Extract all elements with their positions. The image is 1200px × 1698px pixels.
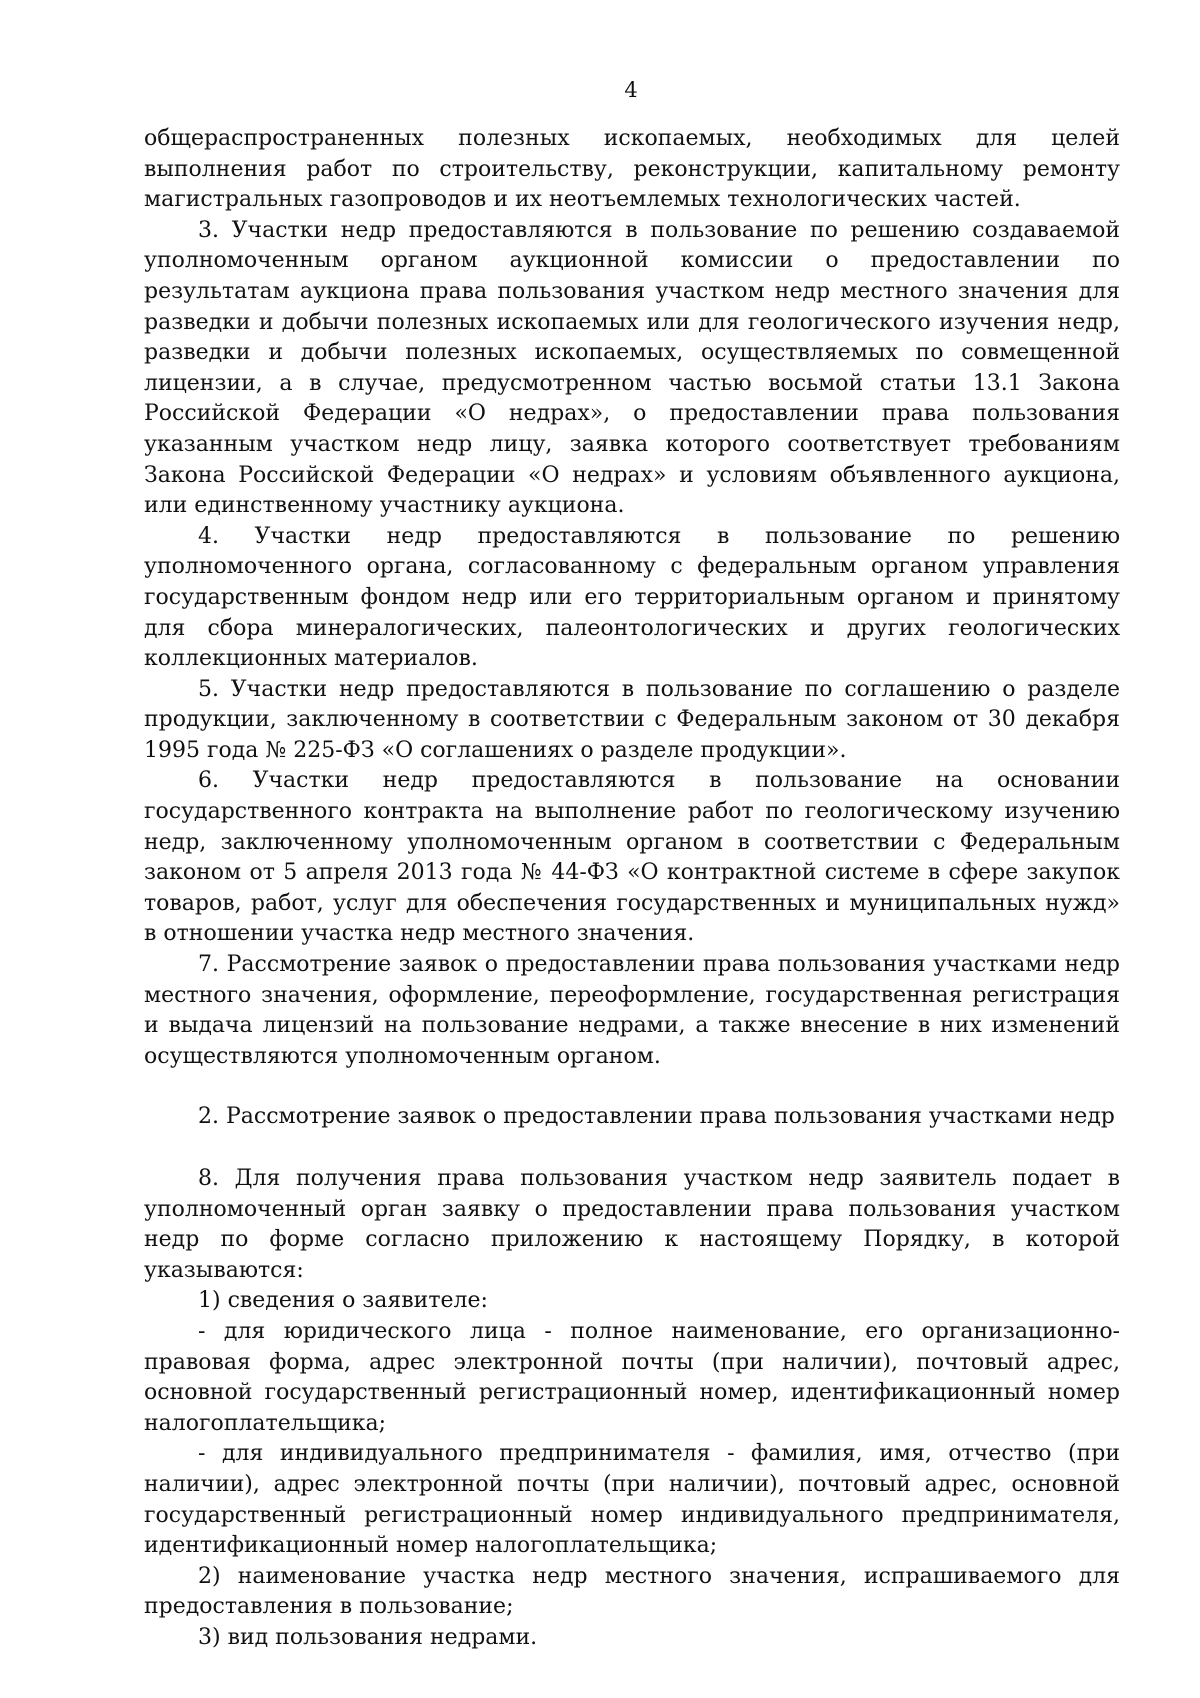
paragraph: 4. Участки недр предоставляются в пользование по решению уполномоченного органа, согласованному с федеральным органом управления государственным фондом недр или его территориальным органом и принятому для сбора минералогических, палеонтологических и других геологических коллекционных материалов. (144, 523, 1120, 672)
paragraph: - для индивидуального предпринимателя - фамилия, имя, отчество (при наличии), адрес электронной почты (при наличии), почтовый адрес, основной государственный регистрационный номер индивидуального предпринимателя, идентификационный номер налогоплательщика; (144, 1441, 1120, 1559)
paragraphs-before-heading (144, 124, 1120, 1072)
paragraph: 7. Рассмотрение заявок о предоставлении права пользования участками недр местного значения, оформление, переоформление, государственная регистрация и выдача лицензий на пользование недрами, а также внесение в них изменений осуществляются уполномоченным органом. (144, 952, 1120, 1069)
section-heading: 2. Рассмотрение заявок о предоставлении права пользования участками недр (198, 1104, 1115, 1130)
paragraphs-after-heading (144, 1164, 1120, 1654)
paragraph: 1) сведения о заявителе: (198, 1288, 488, 1314)
paragraph: общераспространенных полезных ископаемых, необходимых для целей выполнения работ по строительству, реконструкции, капитальному ремонту магистральных газопроводов и их неотъемлемых технологических частей. (144, 126, 1120, 213)
paragraph: 6. Участки недр предоставляются в пользование на основании государственного контракта на выполнение работ по геологическому изучению недр, заключенному уполномоченным органом в соответствии с Федеральным законом от 5 апреля 2013 года № 44-ФЗ «О контрактной системе в сфере закупок товаров, работ, услуг для обеспечения государственных и муниципальных нужд» в отношении участка недр местного значения. (144, 768, 1120, 947)
paragraph: 5. Участки недр предоставляются в пользование по соглашению о разделе продукции, заключенному в соответствии с Федеральным законом от 30 декабря 1995 года № 225-ФЗ «О соглашениях о разделе продукции». (144, 676, 1120, 763)
paragraph: 3. Участки недр предоставляются в пользование по решению создаваемой уполномоченным органом аукционной комиссии о предоставлении по результатам аукциона права пользования участком недр местного значения для разведки и добычи полезных ископаемых или для геологического изучения недр, разведки и добычи полезных ископаемых, осуществляемых по совмещенной лицензии, а в случае, предусмотренном частью восьмой статьи 13.1 Закона Российской Федерации «О недрах», о предоставлении права пользования указанным участком недр лицу, заявка которого соответствует требованиям Закона Российской Федерации «О недрах» и условиям объявленного аукциона, или единственному участнику аукциона. (144, 217, 1120, 519)
paragraph: 3) вид пользования недрами. (198, 1624, 538, 1650)
paragraph: 8. Для получения права пользования участком недр заявитель подает в уполномоченный орган заявку о предоставлении права пользования участком недр по форме согласно приложению к настоящему Порядку, в которой указываются: (144, 1166, 1120, 1283)
page-number: 4 (624, 78, 638, 102)
paragraph: 2) наименование участка недр местного значения, испрашиваемого для предоставления в пользование; (144, 1563, 1120, 1620)
document-body (144, 124, 1120, 1654)
paragraph: - для юридического лица - полное наименование, его организационно-правовая форма, адрес электронной почты (при наличии), почтовый адрес, основной государственный регистрационный номер, идентификационный номер налогоплательщика; (144, 1318, 1120, 1436)
